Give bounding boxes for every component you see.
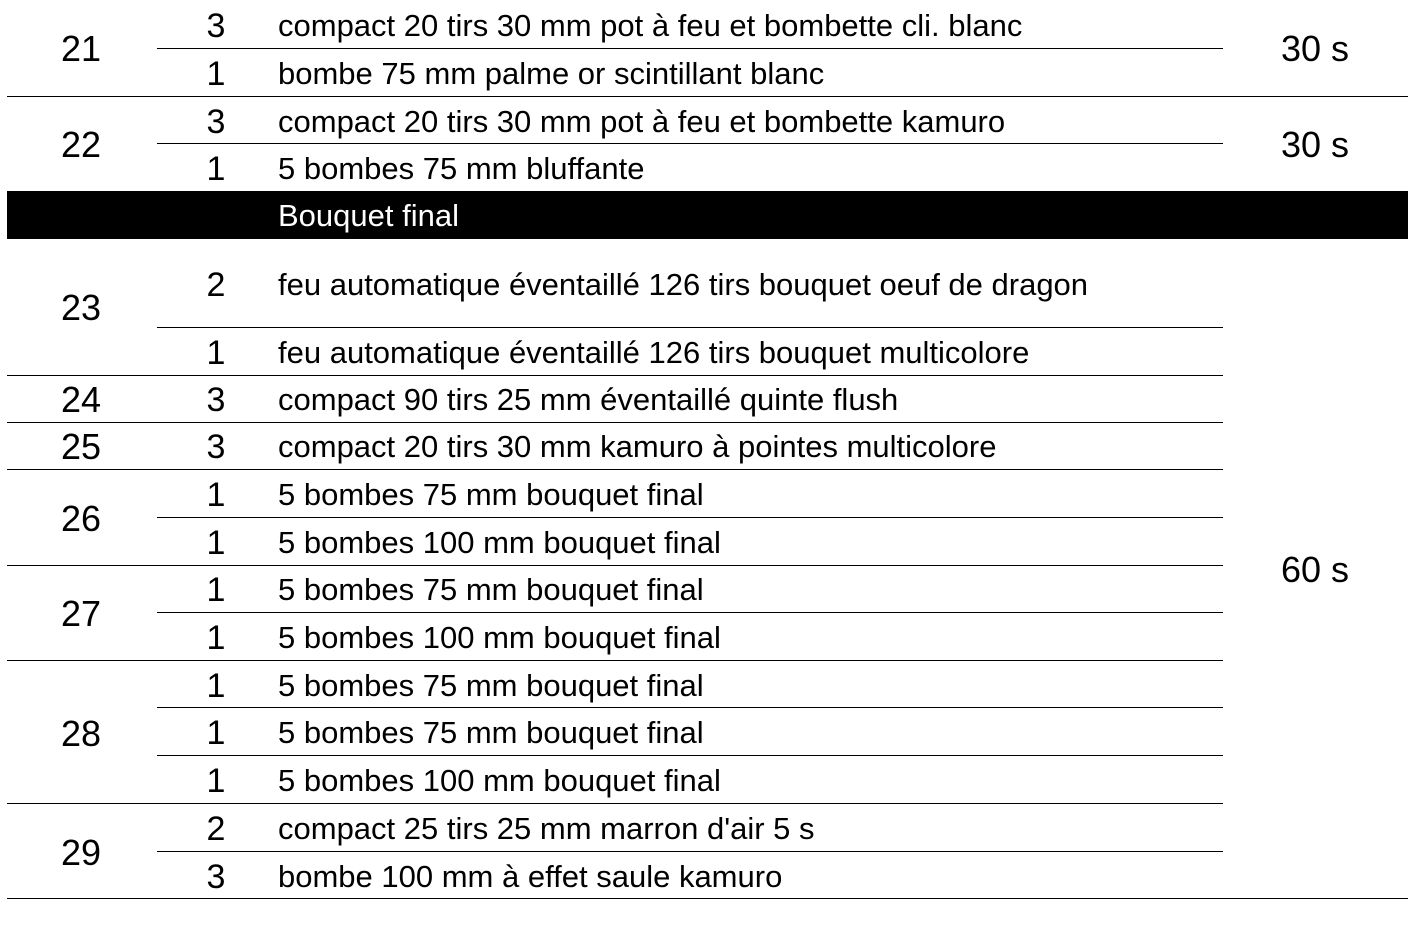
group-number: 21 [60, 28, 102, 69]
item-quantity: 3 [206, 428, 226, 466]
group-divider [7, 660, 1223, 661]
section-banner [7, 191, 1408, 239]
item-quantity: 1 [206, 667, 226, 705]
item-description: compact 20 tirs 30 mm pot à feu et bombette cli. blanc [278, 8, 1023, 43]
group-number: 27 [60, 593, 102, 634]
item-description: 5 bombes 75 mm bouquet final [278, 572, 704, 607]
item-quantity: 2 [206, 266, 226, 304]
item-description: 5 bombes 75 mm bouquet final [278, 715, 704, 750]
item-description: compact 90 tirs 25 mm éventaillé quinte flush [278, 382, 899, 417]
item-quantity: 3 [206, 381, 226, 419]
group-number: 25 [60, 426, 102, 467]
item-quantity: 1 [206, 55, 226, 93]
item-quantity: 1 [206, 150, 226, 188]
item-quantity: 1 [206, 334, 226, 372]
table-bottom-border [7, 898, 1408, 899]
row-divider [157, 143, 1223, 144]
item-quantity: 1 [206, 476, 226, 514]
item-quantity: 1 [206, 524, 226, 562]
row-divider [157, 851, 1223, 852]
group-divider [7, 803, 1223, 804]
group-divider [7, 96, 1408, 97]
final-duration: 60 s [1280, 549, 1350, 590]
item-quantity: 1 [206, 714, 226, 752]
item-description: 5 bombes 75 mm bouquet final [278, 668, 704, 703]
group-number: 24 [60, 379, 102, 420]
item-description: compact 20 tirs 30 mm pot à feu et bombette kamuro [278, 104, 1006, 139]
item-description: 5 bombes 100 mm bouquet final [278, 763, 721, 798]
row-divider [157, 517, 1223, 518]
item-description: feu automatique éventaillé 126 tirs bouquet multicolore [278, 335, 1030, 370]
item-quantity: 3 [206, 7, 226, 45]
row-divider [157, 327, 1223, 328]
item-quantity: 1 [206, 571, 226, 609]
item-description: 5 bombes 100 mm bouquet final [278, 525, 721, 560]
row-divider [157, 612, 1223, 613]
item-description: 5 bombes 75 mm bouquet final [278, 477, 704, 512]
item-description: 5 bombes 100 mm bouquet final [278, 620, 721, 655]
row-divider [157, 755, 1223, 756]
group-duration: 30 s [1280, 28, 1350, 69]
group-divider [7, 469, 1223, 470]
group-divider [7, 375, 1223, 376]
row-divider [157, 707, 1223, 708]
item-description: compact 25 tirs 25 mm marron d'air 5 s [278, 811, 815, 846]
item-quantity: 3 [206, 858, 226, 896]
section-banner-title: Bouquet final [278, 198, 459, 233]
group-number: 23 [60, 287, 102, 328]
item-description: bombe 100 mm à effet saule kamuro [278, 859, 783, 894]
group-number: 22 [60, 124, 102, 165]
item-quantity: 2 [206, 810, 226, 848]
item-description: feu automatique éventaillé 126 tirs bouquet oeuf de dragon [278, 267, 1089, 302]
group-divider [7, 422, 1223, 423]
row-divider [157, 48, 1223, 49]
group-number: 29 [60, 832, 102, 873]
item-description: bombe 75 mm palme or scintillant blanc [278, 56, 825, 91]
group-number: 28 [60, 713, 102, 754]
group-number: 26 [60, 498, 102, 539]
group-divider [7, 565, 1223, 566]
item-description: compact 20 tirs 30 mm kamuro à pointes multicolore [278, 429, 997, 464]
item-description: 5 bombes 75 mm bluffante [278, 151, 645, 186]
group-duration: 30 s [1280, 124, 1350, 165]
item-quantity: 1 [206, 762, 226, 800]
item-quantity: 1 [206, 619, 226, 657]
item-quantity: 3 [206, 103, 226, 141]
